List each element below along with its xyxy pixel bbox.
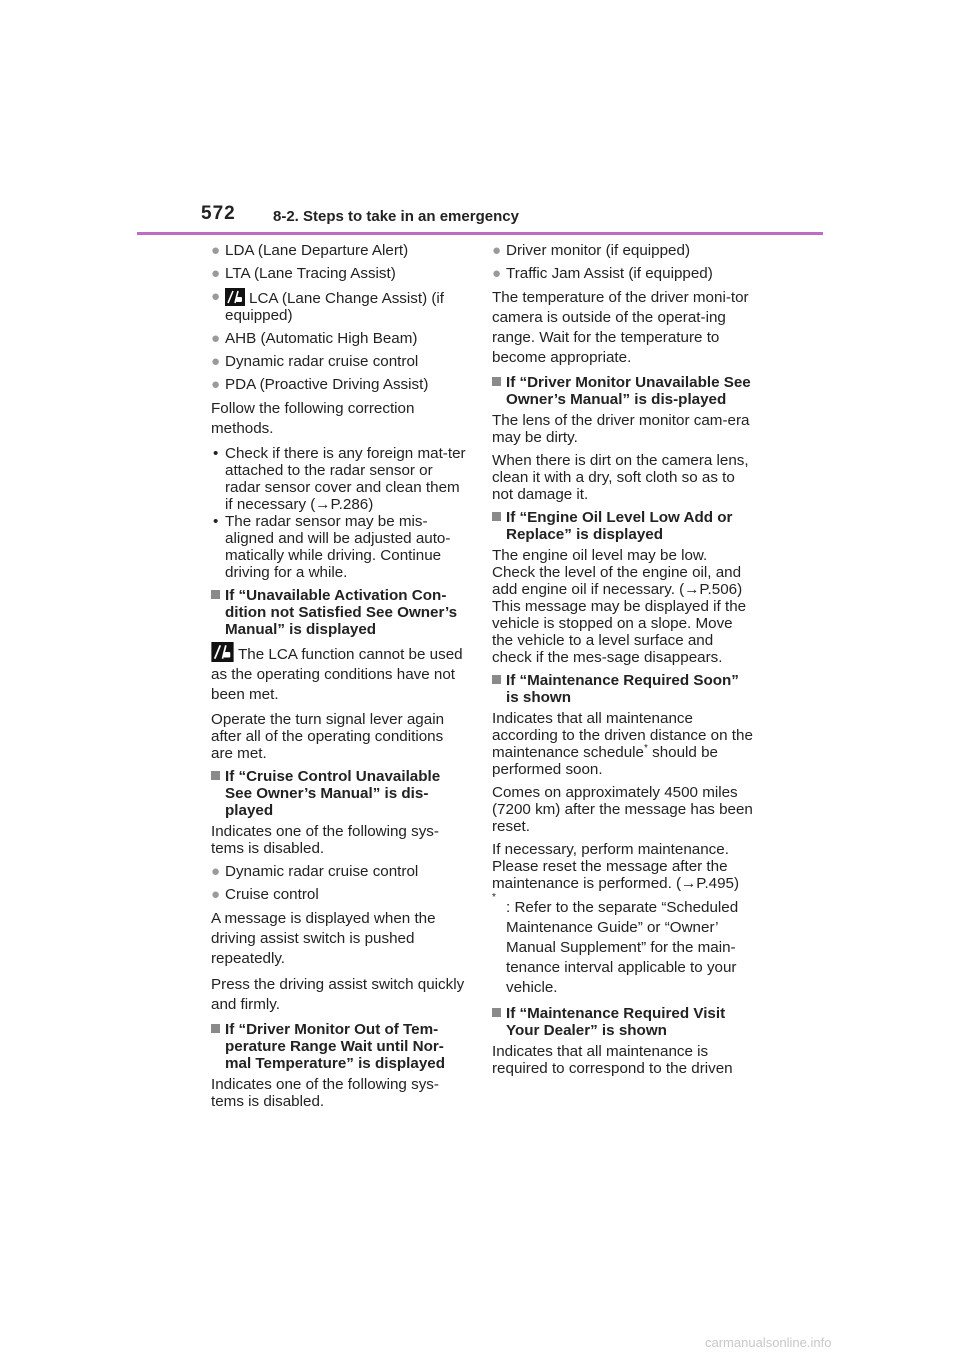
square-bullet-icon	[211, 771, 220, 780]
lca-car-icon	[225, 288, 245, 306]
square-bullet-icon	[492, 675, 501, 684]
section-heading: If “Driver Monitor Out of Tem-perature Range Wait until Nor-mal Temperature” is displayed	[211, 1021, 467, 1072]
left-column	[211, 242, 467, 1116]
list-item: ● LCA (Lane Change Assist) (if equipped)	[211, 288, 445, 324]
list-item: ● PDA (Proactive Driving Assist)	[211, 376, 429, 393]
list-item: ● Dynamic radar cruise control	[211, 353, 419, 370]
paragraph: The lens of the driver monitor cam-era may be dirty.	[492, 412, 750, 446]
square-bullet-icon	[492, 512, 501, 521]
paragraph: Indicates one of the following sys-tems is disabled.	[211, 823, 439, 857]
bullet-icon: ●	[211, 353, 221, 370]
bullet-icon: ●	[211, 330, 221, 347]
square-bullet-icon	[211, 1024, 220, 1033]
bullet-icon: ●	[211, 863, 221, 880]
section-heading: If “Maintenance Required Visit Your Dealer” is shown	[492, 1005, 754, 1039]
paragraph: The temperature of the driver moni-tor camera is outside of the operat-ing range. Wait for the temperature to become appropriate.	[492, 289, 749, 366]
paragraph: Press the driving assist switch quickly and firmly.	[211, 976, 465, 1013]
list-item: ● Cruise control	[211, 886, 319, 903]
header-divider	[137, 232, 823, 235]
paragraph: Operate the turn signal lever again after all of the operating conditions are met.	[211, 711, 445, 762]
sub-bullet-icon: •	[213, 513, 219, 530]
section-heading: If “Maintenance Required Soon” is shown	[492, 672, 754, 706]
section-title: 8-2. Steps to take in an emergency	[273, 208, 519, 225]
paragraph: Indicates one of the following sys-tems is disabled.	[211, 1076, 439, 1110]
bullet-icon: ●	[211, 265, 221, 282]
paragraph: A message is displayed when the driving assist switch is pushed repeatedly.	[211, 910, 436, 967]
bullet-icon: ●	[211, 242, 221, 259]
paragraph: Indicates that all maintenance is required to correspond to the driven	[492, 1043, 733, 1077]
sub-bullet-icon: •	[213, 445, 219, 462]
section-heading: If “Driver Monitor Unavailable See Owner’s Manual” is dis-played	[492, 374, 754, 408]
paragraph: Indicates that all maintenance according to the driven distance on the maintenance schedule* should be performed soon.	[492, 710, 753, 778]
square-bullet-icon	[492, 1008, 501, 1017]
list-item: ● Driver monitor (if equipped)	[492, 242, 691, 259]
footnote: * : Refer to the separate “Scheduled Maintenance Guide” or “Owner’ Manual Supplement” for the main-tenance interval applicable to your vehicle.	[492, 892, 739, 996]
bullet-icon: ●	[492, 242, 502, 259]
footnote-marker: *	[643, 742, 648, 754]
square-bullet-icon	[211, 590, 220, 599]
bullet-icon: ●	[211, 886, 221, 903]
paragraph: If necessary, perform maintenance. Please reset the message after the maintenance is performed. (→P.495)	[492, 841, 740, 892]
paragraph: The LCA function cannot be used as the operating conditions have not been met.	[211, 642, 467, 705]
sub-list-item: • The radar sensor may be mis-aligned and will be adjusted auto-matically while driving. Continue driving for a while.	[213, 513, 451, 581]
paragraph: The engine oil level may be low. Check the level of the engine oil, and add engine oil if necessary. (→P.506) This message may be displayed if the vehicle is stopped on a slope. Move the vehicle to a level surface and check if the mes-sage disappears.	[492, 547, 747, 666]
section-heading: If “Cruise Control Unavailable See Owner’s Manual” is dis-played	[211, 768, 467, 819]
right-column	[492, 242, 754, 1083]
page-number: 572	[201, 203, 236, 224]
watermark: carmanualsonline.info	[705, 1335, 832, 1350]
page-header	[0, 0, 960, 240]
list-item: ● AHB (Automatic High Beam)	[211, 330, 418, 347]
lca-car-icon	[211, 642, 234, 662]
section-heading: If “Engine Oil Level Low Add or Replace” is displayed	[492, 509, 754, 543]
list-item: ● Traffic Jam Assist (if equipped)	[492, 265, 713, 282]
sub-list-item: • Check if there is any foreign mat-ter attached to the radar sensor or radar sensor cover and clean them if necessary (→P.286)	[213, 445, 466, 513]
bullet-icon: ●	[211, 376, 221, 393]
square-bullet-icon	[492, 377, 501, 386]
section-heading: If “Unavailable Activation Con-dition not Satisfied See Owner’s Manual” is displayed	[211, 587, 467, 638]
bullet-icon: ●	[211, 288, 221, 305]
paragraph: Follow the following correction methods.	[211, 400, 415, 437]
list-item: ● LTA (Lane Tracing Assist)	[211, 265, 396, 282]
bullet-icon: ●	[492, 265, 502, 282]
list-item: ● Dynamic radar cruise control	[211, 863, 419, 880]
paragraph: Comes on approximately 4500 miles (7200 km) after the message has been reset.	[492, 784, 753, 835]
list-item: ● LDA (Lane Departure Alert)	[211, 242, 409, 259]
paragraph: When there is dirt on the camera lens, clean it with a dry, soft cloth so as to not damage it.	[492, 452, 749, 503]
